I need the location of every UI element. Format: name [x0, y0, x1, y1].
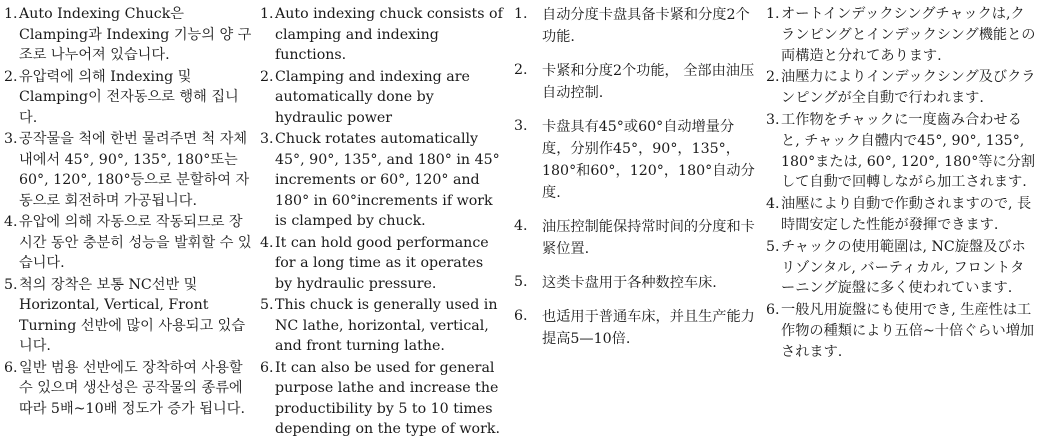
list-item: [766, 4, 1038, 66]
item-text: チャックの使用範圍は, NC旋盤及びホリゾンタル, バーティカル, フロントターニング旋盤に多く使われています.: [781, 238, 1026, 297]
list-item: [4, 275, 256, 357]
item-number: 3.: [514, 118, 528, 134]
item-text: 유압에 의해 자동으로 작동되므로 장시간 동안 충분히 성능을 발휘할 수 있습니다.: [19, 214, 252, 271]
item-number: 3.: [4, 131, 18, 147]
list-item: [260, 358, 504, 440]
item-text: 卡盘具有45°或60°自动增量分度，分别作45°，90°，135°，180°和60°，120°，180°自动分度.: [542, 119, 755, 201]
item-number: 5.: [766, 238, 780, 255]
list-item: [4, 212, 256, 274]
item-text: 油压控制能保持常时间的分度和卡紧位置.: [542, 219, 755, 257]
japanese-column: [766, 4, 1038, 364]
item-text: Chuck rotates automatically 45°, 90°, 135°, and 180° in 45° increments or 60°, 120° and 180° in 60°increments if work is clamped by chuck.: [275, 131, 500, 229]
item-number: 1.: [4, 6, 18, 22]
list-item: [514, 116, 758, 204]
item-text: 油壓力によりインデックシング及びクランピングが全自動で行われます.: [781, 69, 1036, 107]
chinese-column: [514, 4, 758, 362]
list-item: [766, 67, 1038, 109]
list-item: [514, 216, 758, 260]
list-item: [4, 129, 256, 211]
item-text: Clamping and indexing are automatically done by hydraulic power: [275, 68, 470, 126]
item-number: 4.: [766, 196, 780, 213]
item-number: 3.: [260, 131, 274, 147]
item-number: 6.: [4, 359, 18, 376]
item-number: 4.: [260, 234, 274, 251]
item-text: 유압력에 의해 Indexing 및 Clamping이 전자동으로 행해 집니다.: [19, 68, 239, 126]
list-item: [4, 67, 256, 129]
item-number: 4.: [514, 218, 528, 234]
item-text: 工作物をチャックに一度齒み合わせると, チャック自體内で45°, 90°, 135°, 180°または, 60°, 120°, 180°等に分割して自動で回轉しながら加工されます.: [781, 111, 1036, 191]
item-text: Auto Indexing Chuck은 Clamping과 Indexing 기능의 양 구조로 나누어져 있습니다.: [19, 6, 252, 63]
item-text: It can hold good performance for a long time as it operates by hydraulic pressure.: [275, 234, 489, 292]
item-text: 척의 장착은 보통 NC선반 및 Horizontal, Vertical, Front Turning 선반에 많이 사용되고 있습니다.: [19, 276, 246, 354]
english-column: [260, 4, 504, 441]
item-number: 2.: [4, 68, 18, 85]
item-text: 这类卡盘用于各种数控车床.: [542, 275, 717, 291]
item-number: 1.: [260, 6, 274, 22]
list-item: [766, 110, 1038, 193]
item-number: 6.: [766, 302, 780, 319]
list-item: [260, 129, 504, 232]
item-number: 1.: [766, 6, 780, 22]
item-number: 2.: [766, 69, 780, 86]
list-item: [766, 237, 1038, 299]
list-item: [514, 272, 758, 294]
item-number: 2.: [514, 62, 528, 78]
item-text: 油壓により自動で作動されますので, 長時間安定した性能が發揮できます.: [781, 196, 1032, 233]
item-number: 5.: [514, 274, 528, 290]
list-item: [4, 358, 256, 420]
list-item: [514, 4, 758, 48]
list-item: [4, 4, 256, 66]
list-item: [260, 233, 504, 295]
item-text: 일반 범용 선반에도 장착하여 사용할 수 있으며 생산성은 공작물의 종류에 따라 5배~10배 정도가 증가 됩니다.: [19, 359, 245, 417]
list-item: [766, 300, 1038, 362]
item-number: 3.: [766, 111, 780, 128]
item-text: It can also be used for general purpose lathe and increase the productibility by 5 to 10 times depending on the type of work.: [275, 359, 500, 437]
item-text: 自动分度卡盘具备卡紧和分度2个功能.: [542, 7, 750, 45]
list-item: [514, 306, 758, 350]
korean-column: [4, 4, 256, 420]
list-item: [260, 4, 504, 66]
item-number: 5.: [4, 276, 18, 293]
item-text: 一般凡用旋盤にも使用でき, 生産性は工作物の種類により五倍~十倍ぐらい増加されます.: [781, 302, 1035, 360]
item-text: This chuck is generally used in NC lathe, horizontal, vertical, and front turning lathe.: [275, 297, 498, 354]
item-number: 5.: [260, 297, 274, 313]
item-text: 也适用于普通车床，并且生产能力提高5—10倍.: [542, 309, 755, 347]
item-number: 1.: [514, 6, 528, 22]
item-text: オートインデックシングチャックは,クランピングとインデックシング機能との両構造と分れてあります.: [781, 6, 1036, 64]
item-text: Auto indexing chuck consists of clamping and indexing functions.: [275, 6, 503, 63]
item-number: 4.: [4, 214, 18, 230]
list-item: [766, 194, 1038, 236]
item-number: 6.: [260, 359, 274, 376]
list-item: [260, 295, 504, 357]
item-text: 卡紧和分度2个功能， 全部由油压自动控制.: [542, 63, 755, 101]
item-number: 2.: [260, 68, 274, 85]
item-text: 공작물을 척에 한번 물려주면 척 자체 내에서 45°, 90°, 135°, 180°또는 60°, 120°, 180°등으로 분할하여 자동으로 회전하며 가공됩니다.: [19, 131, 250, 209]
list-item: [514, 60, 758, 104]
list-item: [260, 67, 504, 129]
item-number: 6.: [514, 308, 528, 324]
